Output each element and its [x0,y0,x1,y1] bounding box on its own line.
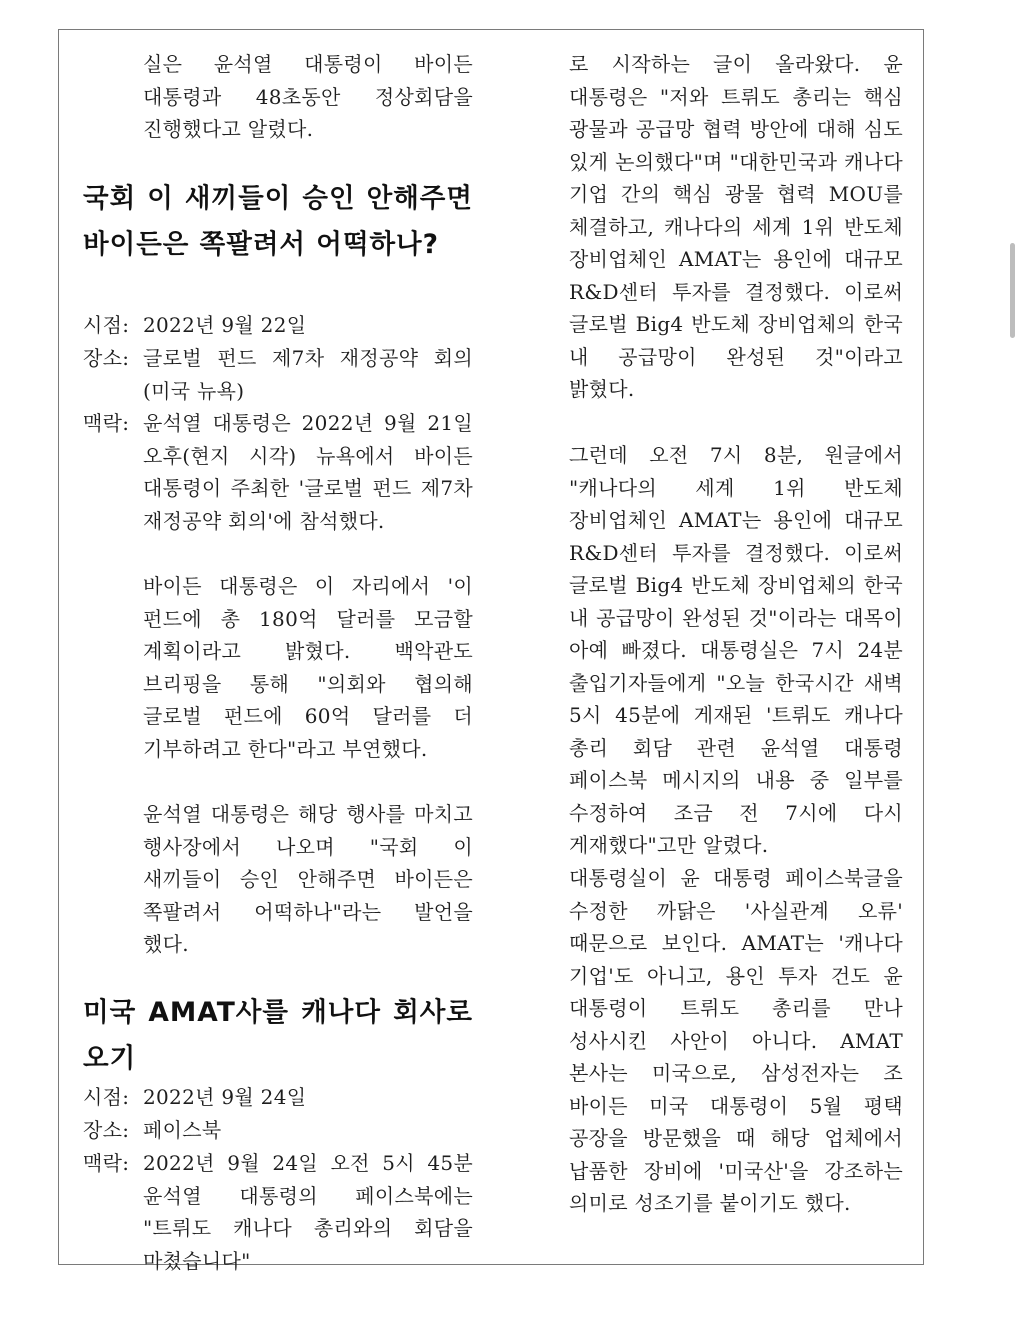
context-paragraph-1: 2022년 9월 24일 오전 5시 45분 윤석열 대통령의 페이스북에는 "트뤼도 캐나다 총리와의 회담을 마쳤습니다" [143,1151,473,1273]
context-paragraph-2: 바이든 대통령은 이 자리에서 '이 펀드에 총 180억 달러를 모금할 계획이라고 밝혔다. 백악관도 브리핑을 통해 "의회와 협의해 글로벌 펀드에 60억 달러를 더 기부하려고 한다"라고 부연했다. [143,574,473,761]
time-value: 2022년 9월 24일 [143,1085,307,1109]
context-label: 맥락: [83,411,130,435]
right-paragraph-1: 로 시작하는 글이 올라왔다. 윤 대통령은 "저와 트뤼도 총리는 핵심 광물과 공급망 협력 방안에 대해 심도 있게 논의했다"며 "대한민국과 캐나다 기업 간의 핵심 광물 협력 MOU를 체결하고, 캐나다의 세계 1위 반도체 장비업체인 AMAT는 용인에 대규모 R&D센터 투자를 결정했다. 이로써 글로벌 Big4 반도체 장비업체의 한국 내 공급망이 완성된 것"이라고 밝혔다. [569,52,903,401]
scrollbar[interactable] [1010,243,1015,338]
section1-heading: 국회 이 새끼들이 승인 안해주면 바이든은 쪽팔려서 어떡하나? [83,183,473,260]
document-page [58,29,924,1273]
place-label: 장소: [83,346,130,370]
place-value: 글로벌 펀드 제7차 재정공약 회의 (미국 뉴욕) [143,346,473,403]
section2-heading: 미국 AMAT사를 캐나다 회사로 오기 [83,997,473,1074]
place-value: 페이스북 [143,1118,222,1142]
time-value: 2022년 9월 22일 [143,313,307,337]
time-label: 시점: [83,1085,130,1109]
intro-paragraph: 실은 윤석열 대통령이 바이든 대통령과 48초동안 정상회담을 진행했다고 알렸다. [143,52,473,141]
context-label: 맥락: [83,1151,130,1175]
time-label: 시점: [83,313,130,337]
context-paragraph-3: 윤석열 대통령은 해당 행사를 마치고 행사장에서 나오며 "국회 이 새끼들이 승인 안해주면 바이든은 쪽팔려서 어떡하나"라는 발언을 했다. [143,802,473,956]
right-paragraph-2: 그런데 오전 7시 8분, 원글에서 "캐나다의 세계 1위 반도체 장비업체인 AMAT는 용인에 대규모 R&D센터 투자를 결정했다. 이로써 글로벌 Big4 반도체 장비업체의 한국 내 공급망이 완성된 것"이라는 대목이 아예 빠졌다. 대통령실은 7시 24분 출입기자들에게 "오늘 한국시간 새벽 5시 45분에 게재된 '트뤼도 캐나다 총리 회담 관련 윤석열 대통령 페이스북 메시지의 내용 중 일부를 수정하여 조금 전 7시에 다시 게재했다"고만 알렸다. [569,443,903,857]
place-label: 장소: [83,1118,130,1142]
right-paragraph-3: 대통령실이 윤 대통령 페이스북글을 수정한 까닭은 '사실관계 오류' 때문으로 보인다. AMAT는 '캐나다 기업'도 아니고, 용인 투자 건도 윤 대통령이 트뤼도 총리를 만나 성사시킨 사안이 아니다. AMAT 본사는 미국으로, 삼성전자는 조 바이든 미국 대통령이 5월 평택 공장을 방문했을 때 해당 업체에서 납품한 장비에 '미국산'을 강조하는 의미로 성조기를 붙이기도 했다. [569,866,903,1215]
context-paragraph-1: 윤석열 대통령은 2022년 9월 21일 오후(현지 시각) 뉴욕에서 바이든 대통령이 주최한 '글로벌 펀드 제7차 재정공약 회의'에 참석했다. [143,411,473,533]
